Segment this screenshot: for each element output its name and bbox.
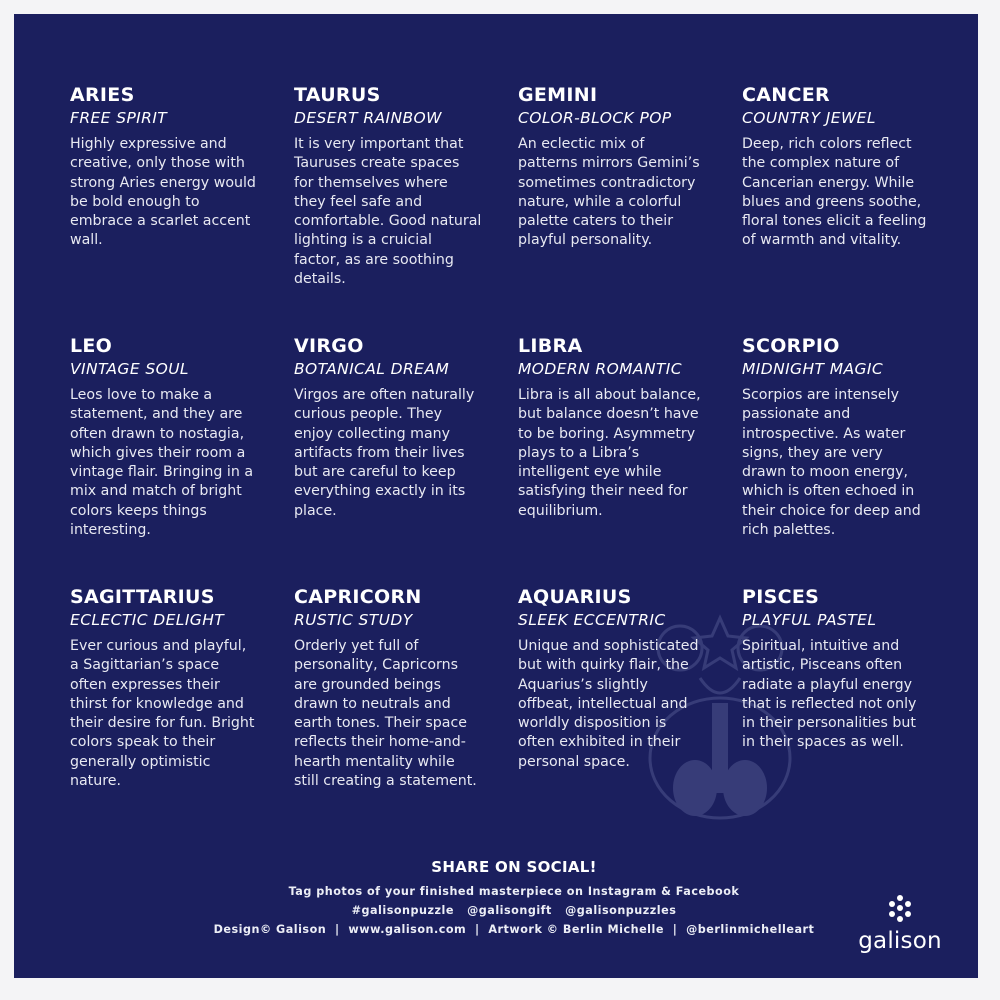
sign-style: MIDNIGHT MAGIC bbox=[742, 360, 884, 378]
sign-name: VIRGO bbox=[294, 335, 364, 357]
sign-description: Highly expressive and creative, only those with strong Aries energy would be bold enough to embrace a scarlet accent wall. bbox=[70, 136, 256, 249]
sign-virgo bbox=[294, 335, 518, 586]
galison-dots-icon bbox=[880, 894, 920, 924]
sign-description: Unique and sophisticated but with quirky flair, the Aquarius’s slightly offbeat, intellectual and worldly disposition is often exhibited in their personal space. bbox=[518, 638, 699, 770]
sign-style: MODERN ROMANTIC bbox=[518, 360, 682, 378]
sign-sagittarius bbox=[70, 586, 294, 846]
sign-name: LEO bbox=[70, 335, 113, 357]
sign-name: SAGITTARIUS bbox=[70, 586, 215, 608]
sign-description: Leos love to make a statement, and they are often drawn to nostagia, which gives their room a vintage flair. Bringing in a mix and match of bright colors keeps things interesting. bbox=[70, 387, 254, 539]
sign-description: An eclectic mix of patterns mirrors Gemini’s sometimes contradictory nature, while a colorful palette caters to their playful personality. bbox=[518, 136, 700, 249]
logo-name: galison bbox=[858, 928, 942, 954]
sign-style: DESERT RAINBOW bbox=[294, 109, 442, 127]
sign-style: FREE SPIRIT bbox=[70, 109, 168, 127]
sign-taurus bbox=[294, 84, 518, 335]
sign-leo bbox=[70, 335, 294, 586]
galison-logo bbox=[856, 894, 944, 954]
sign-description: It is very important that Tauruses create spaces for themselves where they feel safe and comfortable. Good natural lighting is a cruicial factor, as are soothing details. bbox=[294, 136, 482, 288]
sign-name: CANCER bbox=[742, 84, 830, 106]
footer-hashtags: #galisonpuzzle @galisongift @galisonpuzzles bbox=[351, 904, 677, 917]
sign-capricorn bbox=[294, 586, 518, 846]
sign-name: CAPRICORN bbox=[294, 586, 422, 608]
sign-name: LIBRA bbox=[518, 335, 583, 357]
sign-cancer bbox=[742, 84, 966, 335]
sign-style: BOTANICAL DREAM bbox=[294, 360, 450, 378]
sign-description: Orderly yet full of personality, Capricorns are grounded beings drawn to neutrals and earth tones. Their space reflects their home-and-hearth mentality while still creating a statement. bbox=[294, 638, 477, 790]
sign-pisces bbox=[742, 586, 966, 846]
sign-name: SCORPIO bbox=[742, 335, 840, 357]
sign-style: COLOR-BLOCK POP bbox=[518, 109, 672, 127]
sign-style: SLEEK ECCENTRIC bbox=[518, 611, 666, 629]
footer bbox=[194, 858, 834, 939]
sign-name: GEMINI bbox=[518, 84, 598, 106]
sign-description: Virgos are often naturally curious people. They enjoy collecting many artifacts from their lives but are careful to keep everything exactly in its place. bbox=[294, 387, 475, 519]
footer-tag-line: Tag photos of your finished masterpiece on Instagram & Facebook bbox=[288, 885, 740, 898]
footer-title: SHARE ON SOCIAL! bbox=[431, 858, 597, 876]
sign-style: PLAYFUL PASTEL bbox=[742, 611, 877, 629]
sign-name: TAURUS bbox=[294, 84, 381, 106]
sign-style: ECLECTIC DELIGHT bbox=[70, 611, 225, 629]
sign-style: RUSTIC STUDY bbox=[294, 611, 413, 629]
sign-aquarius bbox=[518, 586, 742, 846]
sign-description: Deep, rich colors reflect the complex nature of Cancerian energy. While blues and greens soothe, floral tones elicit a feeling of warmth and vitality. bbox=[742, 136, 927, 249]
sign-aries bbox=[70, 84, 294, 335]
sign-description: Scorpios are intensely passionate and introspective. As water signs, they are very drawn to moon energy, which is often echoed in their choice for deep and rich palettes. bbox=[742, 387, 921, 539]
sign-style: COUNTRY JEWEL bbox=[742, 109, 876, 127]
sign-name: PISCES bbox=[742, 586, 820, 608]
signs-grid bbox=[70, 84, 970, 846]
sign-gemini bbox=[518, 84, 742, 335]
sign-description: Spiritual, intuitive and artistic, Pisceans often radiate a playful energy that is reflected not only in their personalities but in their spaces as well. bbox=[742, 638, 917, 751]
sign-description: Libra is all about balance, but balance doesn’t have to be boring. Asymmetry plays to a Libra’s intelligent eye while satisfying their need for equilibrium. bbox=[518, 387, 701, 519]
sign-name: ARIES bbox=[70, 84, 135, 106]
sign-description: Ever curious and playful, a Sagittarian’s space often expresses their thirst for knowledge and their desire for fun. Bright colors speak to their generally optimistic nature. bbox=[70, 638, 255, 790]
sign-scorpio bbox=[742, 335, 966, 586]
footer-credits: Design© Galison | www.galison.com | Artwork © Berlin Michelle | @berlinmichelleart bbox=[213, 923, 815, 936]
sign-name: AQUARIUS bbox=[518, 586, 632, 608]
sign-libra bbox=[518, 335, 742, 586]
sign-style: VINTAGE SOUL bbox=[70, 360, 189, 378]
zodiac-panel bbox=[14, 14, 978, 978]
